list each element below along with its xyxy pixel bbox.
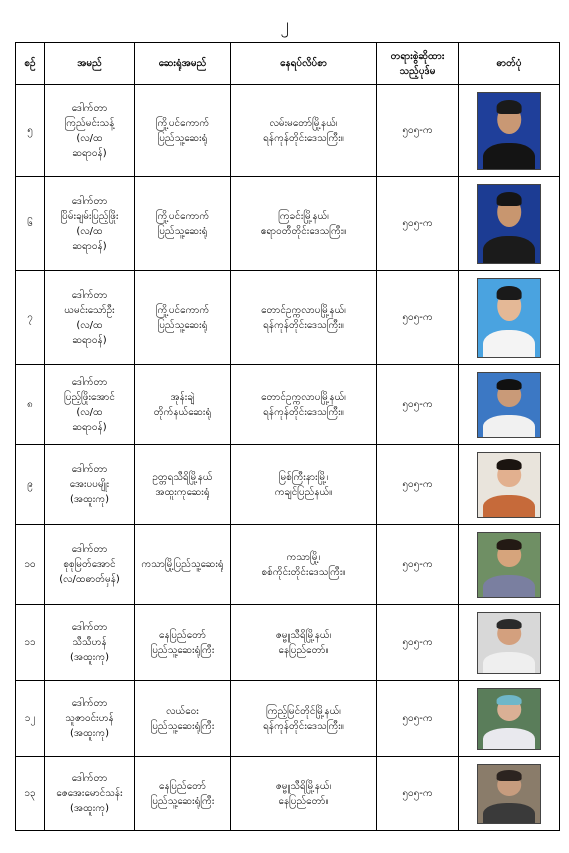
charge-section: ၅၀၅-က: [377, 681, 459, 757]
charge-section: ၅၀၅-က: [377, 605, 459, 681]
photo-cell: [459, 605, 560, 681]
portrait-torso: [483, 415, 535, 438]
home-address: ကြခင်းမြို့နယ်၊ ဧရာဝတီတိုင်းဒေသကြီး။: [231, 177, 377, 271]
doctor-name: ဒေါက်တာ သီသီဟန် (အထူးကု): [45, 605, 135, 681]
home-address: ကြည့်မြင်တိုင်မြို့နယ်၊ ရန်ကုန်တိုင်းဒေသကြီး။: [231, 681, 377, 757]
charge-section: ၅၀၅-က: [377, 271, 459, 365]
portrait-photo: [477, 92, 541, 170]
home-address: ဇမ္ဗူသီရိမြို့နယ်၊ နေပြည်တော်။: [231, 757, 377, 831]
hospital-name: ကြို့ပင်ကောက် ပြည်သူ့ဆေးရုံ: [135, 85, 231, 177]
portrait-hair: [497, 770, 522, 780]
portrait-hair: [497, 192, 522, 206]
doctor-name: ဒေါက်တာ ဇေအေးမောင်သန်း (အထူးကု): [45, 757, 135, 831]
portrait-photo: [477, 184, 541, 264]
table-body: [16, 85, 560, 831]
photo-cell: [459, 365, 560, 445]
home-address: ဇမ္ဗူသီရိမြို့နယ်၊ နေပြည်တော်။: [231, 605, 377, 681]
hospital-name: ကြို့ပင်ကောက် ပြည်သူ့ဆေးရုံ: [135, 177, 231, 271]
portrait-hair: [497, 695, 522, 706]
row-number: ၁၂: [16, 681, 45, 757]
table-row: [16, 177, 560, 271]
table-row: [16, 605, 560, 681]
doctor-name: ဒေါက်တာ ကြည်မင်းသန့် (လ/ထ ဆရာဝန်): [45, 85, 135, 177]
table-row: [16, 681, 560, 757]
table-row: [16, 85, 560, 177]
photo-cell: [459, 445, 560, 525]
hospital-name: လယ်ဝေး ပြည်သူ့ဆေးရုံကြီး: [135, 681, 231, 757]
home-address: တောင်ဥက္ကလာပမြို့နယ်၊ ရန်ကုန်တိုင်းဒေသကြီး။: [231, 271, 377, 365]
row-number: ၁၃: [16, 757, 45, 831]
doctor-name: ဒေါက်တာ သူဇာဝင်းဟန် (အထူးကု): [45, 681, 135, 757]
portrait-hair: [497, 379, 522, 391]
table-header-row: [16, 43, 560, 85]
portrait-photo: [477, 764, 541, 824]
hospital-name: အုန်းချဲ တိုက်နယ်ဆေးရုံ: [135, 365, 231, 445]
home-address: ကသာမြို့၊ စစ်ကိုင်းတိုင်းဒေသကြီး။: [231, 525, 377, 605]
hospital-name: ကသာမြို့ပြည်သူ့ဆေးရုံ: [135, 525, 231, 605]
table-row: [16, 271, 560, 365]
photo-cell: [459, 271, 560, 365]
row-number: ၅: [16, 85, 45, 177]
charge-section: ၅၀၅-က: [377, 365, 459, 445]
page-number: ၂: [280, 15, 289, 35]
portrait-photo: [477, 688, 541, 750]
home-address: လမ်းမတော်မြို့နယ်၊ ရန်ကုန်တိုင်းဒေသကြီး။: [231, 85, 377, 177]
portrait-hair: [497, 459, 522, 471]
portrait-torso: [483, 143, 535, 170]
portrait-photo: [477, 452, 541, 518]
portrait-torso: [483, 330, 535, 358]
portrait-photo: [477, 278, 541, 358]
header-no: စဉ်: [16, 43, 45, 85]
portrait-hair: [497, 100, 522, 114]
hospital-name: ဥတ္တရသီရိမြို့နယ် အထူးကုဆေးရုံ: [135, 445, 231, 525]
header-name: အမည်: [45, 43, 135, 85]
portrait-photo: [477, 612, 541, 674]
row-number: ၇: [16, 271, 45, 365]
hospital-name: နေပြည်တော် ပြည်သူ့ဆေးရုံကြီး: [135, 605, 231, 681]
home-address: မြစ်ကြီးနားမြို့၊ ကချင်ပြည်နယ်။: [231, 445, 377, 525]
charge-section: ၅၀၅-က: [377, 85, 459, 177]
table-row: [16, 445, 560, 525]
portrait-hair: [497, 539, 522, 551]
header-hospital: ဆေးရုံအမည်: [135, 43, 231, 85]
row-number: ၆: [16, 177, 45, 271]
header-order: တရားစွဲဆိုထား သည့်ပုဒ်မ: [377, 43, 459, 85]
row-number: ၉: [16, 445, 45, 525]
portrait-torso: [483, 728, 535, 749]
portrait-torso: [483, 652, 535, 673]
portrait-hair: [497, 619, 522, 630]
row-number: ၁၀: [16, 525, 45, 605]
table-row: [16, 757, 560, 831]
charge-section: ၅၀၅-က: [377, 177, 459, 271]
doctor-name: ဒေါက်တာ ပြိမ်းချမ်းပြည့်ဖြိုး (လ/ထ ဆရာဝန်): [45, 177, 135, 271]
portrait-hair: [497, 286, 522, 300]
portrait-photo: [477, 372, 541, 438]
row-number: ၁၁: [16, 605, 45, 681]
portrait-torso: [483, 495, 535, 518]
photo-cell: [459, 177, 560, 271]
portrait-torso: [483, 236, 535, 264]
charge-section: ၅၀၅-က: [377, 525, 459, 605]
hospital-name: ကြို့ပင်ကောက် ပြည်သူ့ဆေးရုံ: [135, 271, 231, 365]
home-address: တောင်ဥက္ကလာပမြို့နယ်၊ ရန်ကုန်တိုင်းဒေသကြီး။: [231, 365, 377, 445]
doctor-roster-table: [15, 42, 560, 831]
header-photo: ဓာတ်ပုံ: [459, 43, 560, 85]
photo-cell: [459, 85, 560, 177]
table-row: [16, 365, 560, 445]
doctor-name: ဒေါက်တာ အေးပပမျိုး (အထူးကု): [45, 445, 135, 525]
doctor-name: ဒေါက်တာ ယမင်းသော်ဦး (လ/ထ ဆရာဝန်): [45, 271, 135, 365]
doctor-name: ဒေါက်တာ စုစုမြတ်အောင် (လ/ထဓာတ်မှန်): [45, 525, 135, 605]
photo-cell: [459, 757, 560, 831]
portrait-torso: [483, 803, 535, 824]
row-number: ၈: [16, 365, 45, 445]
doctor-name: ဒေါက်တာ ပြည့်ဖြိုးအောင် (လ/ထ ဆရာဝန်): [45, 365, 135, 445]
photo-cell: [459, 525, 560, 605]
photo-cell: [459, 681, 560, 757]
portrait-photo: [477, 532, 541, 598]
hospital-name: နေပြည်တော် ပြည်သူ့ဆေးရုံကြီး: [135, 757, 231, 831]
header-address: နေရပ်လိပ်စာ: [231, 43, 377, 85]
charge-section: ၅၀၅-က: [377, 757, 459, 831]
charge-section: ၅၀၅-က: [377, 445, 459, 525]
portrait-torso: [483, 575, 535, 598]
table-row: [16, 525, 560, 605]
